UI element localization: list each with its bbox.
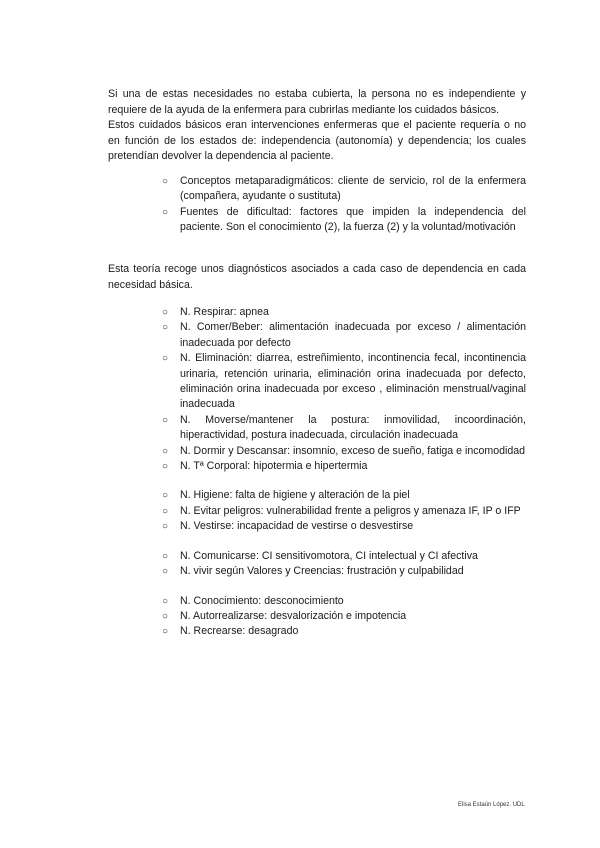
circle-bullet-icon: ○ [162, 626, 169, 638]
list-item: ○ N. Comer/Beber: alimentación inadecuada por exceso / alimentación inadecuada por defecto [162, 321, 526, 349]
circle-bullet-icon: ○ [162, 176, 169, 187]
list-item: ○ N. Tª Corporal: hipotermia e hipertermia [162, 459, 526, 474]
needs-list [162, 305, 526, 640]
circle-bullet-icon: ○ [162, 490, 169, 502]
paragraph-basic-care: Estos cuidados básicos eran intervenciones enfermeras que el paciente requería o no en función de los estados de: independencia (autonomía) y dependencia; los cuales pretendían devolver la dependencia al paciente. [108, 119, 526, 163]
paragraph-diagnoses: Esta teoría recoge unos diagnósticos asociados a cada caso de dependencia en cada necesidad básica. [108, 263, 526, 291]
list-spacer [162, 580, 526, 594]
list-spacer [162, 535, 526, 549]
circle-bullet-icon: ○ [162, 206, 169, 218]
list-spacer [162, 474, 526, 488]
circle-bullet-icon: ○ [162, 461, 169, 473]
list-item: ○ N. Comunicarse: CI sensitivomotora, CI intelectual y CI afectiva [162, 549, 526, 564]
circle-bullet-icon: ○ [162, 550, 169, 562]
list-item: ○ N. vivir según Valores y Creencias: frustración y culpabilidad [162, 564, 526, 579]
circle-bullet-icon: ○ [162, 322, 169, 334]
circle-bullet-icon: ○ [162, 566, 169, 578]
circle-bullet-icon: ○ [162, 414, 169, 426]
list-item: ○ N. Respirar: apnea [162, 305, 526, 320]
list-item: ○ N. Eliminación: diarrea, estreñimiento, incontinencia fecal, incontinencia urinaria, retención urinaria, eliminación orina inadecuada por defecto, eliminación orina inadecuada por exceso , eliminación menstrual/vaginal inadecuada [162, 352, 526, 411]
page-footer: Elisa Estaún López. UDL [458, 802, 525, 808]
circle-bullet-icon: ○ [162, 521, 169, 533]
list-item: ○ Conceptos metaparadigmáticos: cliente de servicio, rol de la enfermera (compañera, ayudante o sustituta) [162, 175, 526, 203]
list-item: ○ N. Recrearse: desagrado [162, 624, 526, 639]
circle-bullet-icon: ○ [162, 353, 169, 365]
circle-bullet-icon: ○ [162, 595, 169, 607]
list-item: ○ N. Higiene: falta de higiene y alteración de la piel [162, 488, 526, 503]
circle-bullet-icon: ○ [162, 505, 169, 517]
paragraph-intro: Si una de estas necesidades no estaba cubierta, la persona no es independiente y requiere de la ayuda de la enfermera para cubrirlas mediante los cuidados básicos. [108, 88, 526, 116]
list-item: ○ N. Moverse/mantener la postura: inmovilidad, incoordinación, hiperactividad, postura inadecuada, circulación inadecuada [162, 413, 526, 442]
list-item: ○ N. Evitar peligros: vulnerabilidad frente a peligros y amenaza IF, IP o IFP [162, 504, 526, 519]
list-item: ○ N. Vestirse: incapacidad de vestirse o desvestirse [162, 519, 526, 534]
list-item: ○ Fuentes de dificultad: factores que impiden la independencia del paciente. Son el conocimiento (2), la fuerza (2) y la voluntad/motivación [162, 205, 526, 234]
list-item: ○ N. Conocimiento: desconocimiento [162, 594, 526, 609]
circle-bullet-icon: ○ [162, 445, 169, 457]
circle-bullet-icon: ○ [162, 610, 169, 622]
list-item: ○ N. Dormir y Descansar: insomnio, exceso de sueño, fatiga e incomodidad [162, 444, 526, 459]
list-item: ○ N. Autorrealizarse: desvalorización e impotencia [162, 609, 526, 624]
circle-bullet-icon: ○ [162, 307, 169, 318]
concepts-list [162, 174, 526, 236]
